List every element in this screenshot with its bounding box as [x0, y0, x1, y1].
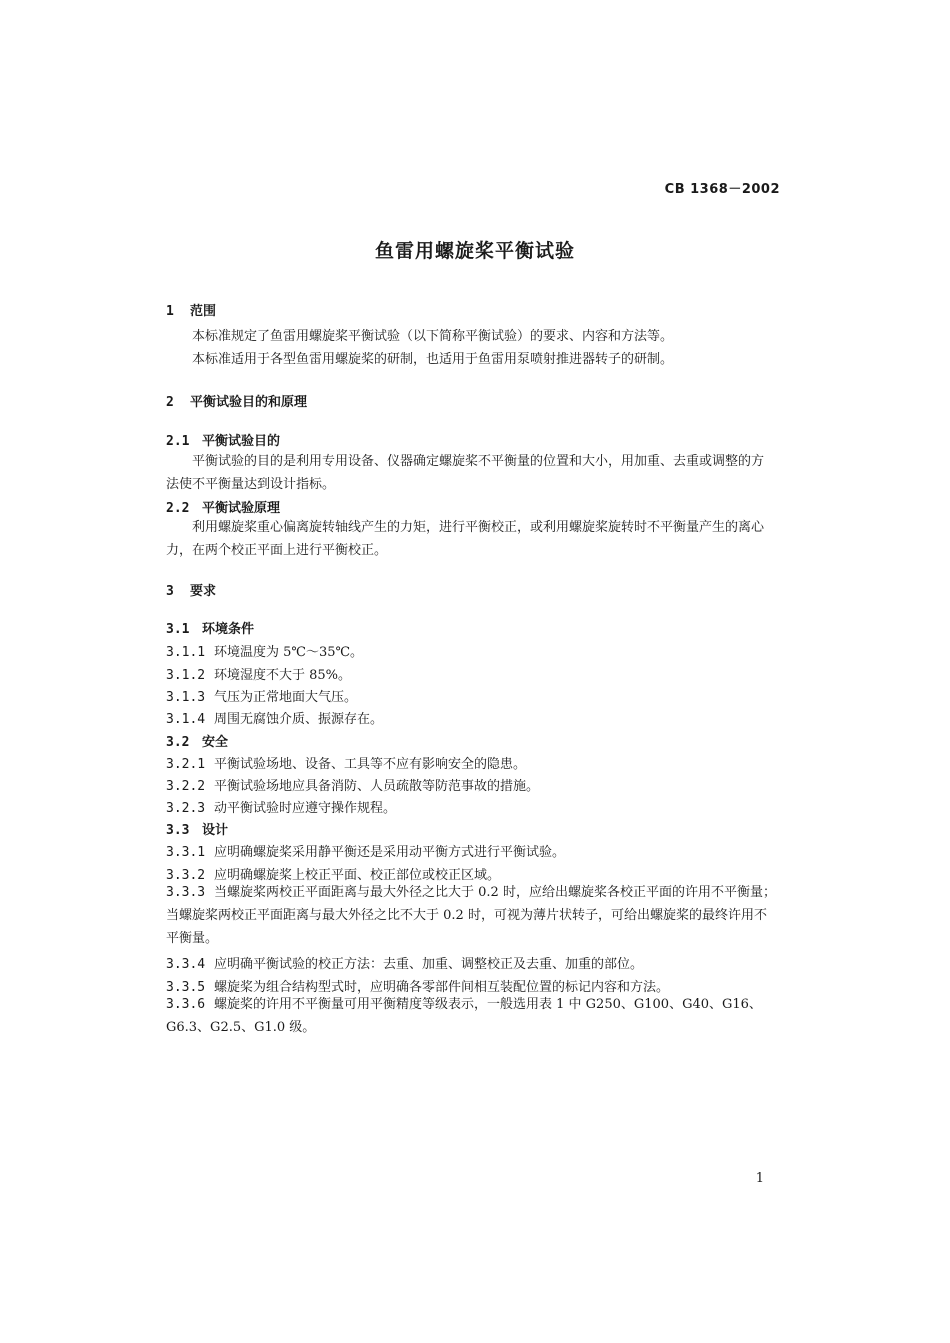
clause-number: 3.2.3 — [166, 801, 206, 816]
clause-text: 螺旋桨为组合结构型式时，应明确各零部件间相互装配位置的标记内容和方法。 — [214, 980, 670, 995]
clause-3-2-1 — [166, 753, 526, 772]
clause-text: 动平衡试验时应遵守操作规程。 — [214, 801, 397, 816]
clause-3-2-3 — [166, 797, 396, 816]
clause-number: 3.1.4 — [166, 712, 206, 727]
scope-paragraph-1: 本标准规定了鱼雷用螺旋桨平衡试验（以下简称平衡试验）的要求、内容和方法等。 — [192, 329, 674, 344]
section-2-2-heading — [166, 497, 280, 516]
section-number: 3.1 — [166, 622, 190, 637]
section-title: 安全 — [202, 735, 229, 750]
clause-text: 周围无腐蚀介质、振源存在。 — [214, 712, 384, 727]
section-2-2-text: 利用螺旋桨重心偏离旋转轴线产生的力矩，进行平衡校正，或利用螺旋桨旋转时不平衡量产生的离心力，在两个校正平面上进行平衡校正。 — [166, 520, 765, 558]
clause-text: 应明确螺旋桨上校正平面、校正部位或校正区域。 — [214, 868, 501, 883]
clause-text: 螺旋桨的许用不平衡量可用平衡精度等级表示，一般选用表 1 中 G250、G100、G40、G16、G6.3、G2.5、G1.0 级。 — [166, 997, 762, 1035]
document-title: 鱼雷用螺旋桨平衡试验 — [374, 240, 575, 262]
clause-3-3-6 — [166, 993, 776, 1039]
clause-3-3-4 — [166, 953, 643, 972]
section-title: 平衡试验目的和原理 — [190, 395, 308, 410]
clause-text: 气压为正常地面大气压。 — [214, 690, 358, 705]
section-3-heading — [166, 580, 216, 599]
section-number: 3.3 — [166, 823, 190, 838]
section-title: 设计 — [202, 823, 229, 838]
clause-text: 应明确螺旋桨采用静平衡还是采用动平衡方式进行平衡试验。 — [214, 845, 566, 860]
scope-paragraph-2: 本标准适用于各型鱼雷用螺旋桨的研制，也适用于鱼雷用泵喷射推进器转子的研制。 — [192, 352, 674, 367]
clause-3-2-2 — [166, 775, 539, 794]
section-2-1-text: 平衡试验的目的是利用专用设备、仪器确定螺旋桨不平衡量的位置和大小，用加重、去重或调整的方法使不平衡量达到设计指标。 — [166, 454, 765, 492]
section-1-heading — [166, 300, 216, 319]
section-title: 平衡试验目的 — [202, 434, 281, 449]
section-number: 3 — [166, 584, 174, 599]
clause-text: 平衡试验场地应具备消防、人员疏散等防范事故的措施。 — [214, 779, 540, 794]
clause-text: 环境温度为 5℃～35℃。 — [214, 645, 364, 660]
standard-code: CB 1368－2002 — [664, 182, 780, 197]
section-2-1-heading — [166, 430, 280, 449]
clause-number: 3.3.3 — [166, 885, 206, 900]
section-3-2-heading — [166, 731, 228, 750]
clause-3-1-4 — [166, 708, 383, 727]
clause-text: 环境湿度不大于 85%。 — [214, 668, 352, 683]
clause-number: 3.3.4 — [166, 957, 206, 972]
section-3-1-heading — [166, 618, 254, 637]
section-number: 2.1 — [166, 434, 190, 449]
section-3-3-heading — [166, 819, 228, 838]
section-title: 平衡试验原理 — [202, 501, 281, 516]
clause-3-1-3 — [166, 686, 357, 705]
clause-text: 当螺旋桨两校正平面距离与最大外径之比大于 0.2 时，应给出螺旋桨各校正平面的许用不平衡量；当螺旋桨两校正平面距离与最大外径之比不大于 0.2 时，可视为薄片状转子，可给出螺旋桨的最终许用不平衡量。 — [166, 885, 776, 946]
section-2-heading — [166, 391, 307, 410]
section-title: 环境条件 — [202, 622, 255, 637]
clause-number: 3.3.5 — [166, 980, 206, 995]
section-title: 要求 — [190, 584, 217, 599]
clause-number: 3.3.1 — [166, 845, 206, 860]
clause-number: 3.2.1 — [166, 757, 206, 772]
clause-number: 3.1.3 — [166, 690, 206, 705]
clause-number: 3.1.2 — [166, 668, 206, 683]
clause-3-3-1 — [166, 841, 565, 860]
section-number: 3.2 — [166, 735, 190, 750]
section-number: 2 — [166, 395, 174, 410]
clause-3-1-1 — [166, 641, 363, 660]
clause-3-3-3 — [166, 881, 776, 950]
page-number: 1 — [755, 1171, 764, 1186]
clause-text: 平衡试验场地、设备、工具等不应有影响安全的隐患。 — [214, 757, 527, 772]
section-number: 2.2 — [166, 501, 190, 516]
clause-text: 应明确平衡试验的校正方法：去重、加重、调整校正及去重、加重的部位。 — [214, 957, 644, 972]
clause-number: 3.3.6 — [166, 997, 206, 1012]
clause-number: 3.1.1 — [166, 645, 206, 660]
clause-3-1-2 — [166, 664, 351, 683]
section-number: 1 — [166, 304, 174, 319]
clause-number: 3.3.2 — [166, 868, 206, 883]
clause-number: 3.2.2 — [166, 779, 206, 794]
section-title: 范围 — [190, 304, 217, 319]
